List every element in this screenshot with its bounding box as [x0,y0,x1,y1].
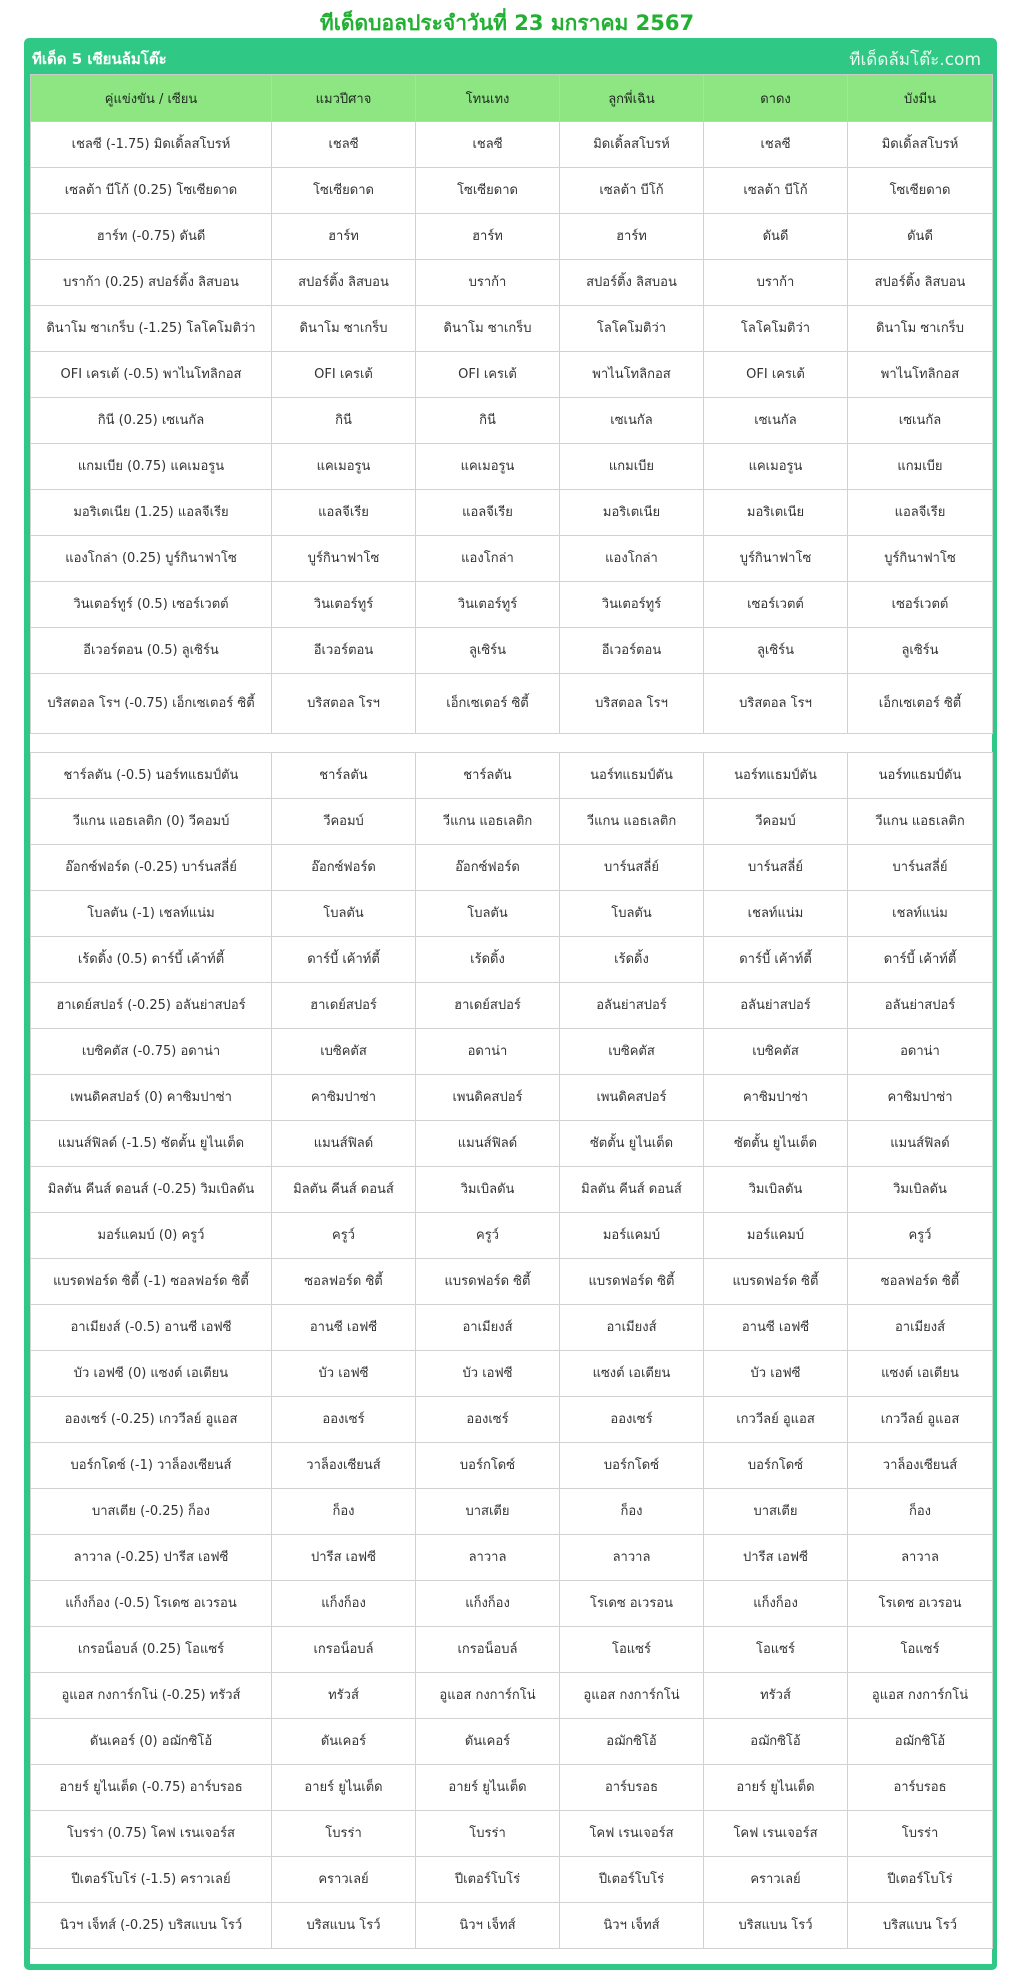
pick-cell: แบรดฟอร์ด ซิตี้ [416,1259,560,1305]
table-row [31,168,993,214]
pick-cell: อานซี เอฟซี [272,1305,416,1351]
pick-cell: แมนส์ฟิลด์ [416,1121,560,1167]
pick-cell: โอแซร์ [704,1627,848,1673]
table-row [31,1765,993,1811]
pick-cell: ทรัวส์ [272,1673,416,1719]
column-header-expert: ลูกพี่เฉิน [560,75,704,122]
pick-cell: เชลท์แน่ม [848,891,993,937]
pick-cell: คราวเลย์ [704,1857,848,1903]
match-cell: บอร์กโดซ์ (-1) วาล็องเซียนส์ [31,1443,272,1489]
pick-cell: บัว เอฟซี [416,1351,560,1397]
table-row [31,628,993,674]
pick-cell: มิลตัน คีนส์ ดอนส์ [272,1167,416,1213]
pick-cell: ลูเซิร์น [416,628,560,674]
pick-cell: อ๊อกซ์ฟอร์ด [416,845,560,891]
match-cell: อองเซร์ (-0.25) เกววีลย์ อูแอส [31,1397,272,1443]
pick-cell: เซอร์เวตต์ [848,582,993,628]
pick-cell: วีแกน แอธเลติก [560,799,704,845]
pick-cell: บริสตอล โรฯ [560,674,704,734]
pick-cell: ชาร์ลตัน [416,753,560,799]
pick-cell: เกววีลย์ อูแอส [704,1397,848,1443]
pick-cell: เบซิคตัส [704,1029,848,1075]
pick-cell: มิดเดิ้ลสโบรห์ [848,122,993,168]
pick-cell: วิมเบิลดัน [416,1167,560,1213]
pick-cell: โซเซียดาด [272,168,416,214]
pick-cell: อฌักซิโอ้ [848,1719,993,1765]
pick-cell: เชลซี [704,122,848,168]
pick-cell: ดันดี [704,214,848,260]
table-row [31,214,993,260]
table-row [31,891,993,937]
pick-cell: ครูว์ [848,1213,993,1259]
pick-cell: อูแอส กงการ์กโน่ [416,1673,560,1719]
pick-cell: โรเดซ อเวรอน [560,1581,704,1627]
pick-cell: โซเซียดาด [848,168,993,214]
pick-cell: เบซิคตัส [272,1029,416,1075]
match-cell: โบรร่า (0.75) โคฟ เรนเจอร์ส [31,1811,272,1857]
pick-cell: โอแซร์ [560,1627,704,1673]
pick-cell: อานซี เอฟซี [704,1305,848,1351]
match-cell: มิลตัน คีนส์ ดอนส์ (-0.25) วิมเบิลดัน [31,1167,272,1213]
page-title: ทีเด็ดบอลประจำวันที่ 23 มกราคม 2567 [319,11,695,35]
pick-cell: วีแกน แอธเลติก [848,799,993,845]
match-cell: เชลซี (-1.75) มิดเดิ้ลสโบรห์ [31,122,272,168]
pick-cell: เซเนกัล [560,398,704,444]
pick-cell: วินเตอร์ทูร์ [272,582,416,628]
pick-cell: เอ็กเซเตอร์ ซิตี้ [848,674,993,734]
pick-cell: เร้ดดิ้ง [560,937,704,983]
pick-cell: อีเวอร์ตอน [560,628,704,674]
pick-cell: ลูเซิร์น [848,628,993,674]
pick-cell: ลูเซิร์น [704,628,848,674]
pick-cell: บริสตอล โรฯ [704,674,848,734]
match-cell: วีแกน แอธเลติก (0) วีคอมบ์ [31,799,272,845]
pick-cell: เซอร์เวตต์ [704,582,848,628]
pick-cell: อองเซร์ [416,1397,560,1443]
pick-cell: OFI เครเต้ [416,352,560,398]
pick-cell: สปอร์ติ้ง ลิสบอน [848,260,993,306]
table-row [31,1259,993,1305]
table-row [31,1489,993,1535]
pick-cell: ลาวาล [848,1535,993,1581]
pick-cell: โบลตัน [416,891,560,937]
column-header-expert: บังมีน [848,75,993,122]
table-header-row [31,75,993,122]
match-cell: โบลตัน (-1) เชลท์แน่ม [31,891,272,937]
pick-cell: ปารีส เอฟซี [272,1535,416,1581]
pick-cell: อฌักซิโอ้ [560,1719,704,1765]
pick-cell: อูแอส กงการ์กโน่ [848,1673,993,1719]
match-cell: เกรอน็อบล์ (0.25) โอแซร์ [31,1627,272,1673]
match-cell: ชาร์ลตัน (-0.5) นอร์ทแธมป์ตัน [31,753,272,799]
pick-cell: อ๊อกซ์ฟอร์ด [272,845,416,891]
pick-cell: บูร์กินาฟาโซ [704,536,848,582]
pick-cell: ลาวาล [416,1535,560,1581]
table-row [31,1397,993,1443]
pick-cell: อดาน่า [848,1029,993,1075]
pick-cell: สปอร์ติ้ง ลิสบอน [560,260,704,306]
match-cell: วินเตอร์ทูร์ (0.5) เซอร์เวตต์ [31,582,272,628]
pick-cell: แคเมอรูน [704,444,848,490]
match-cell: นิวฯ เจ็ทส์ (-0.25) บริสแบน โรว์ [31,1903,272,1949]
pick-cell: อดาน่า [416,1029,560,1075]
pick-cell: เกรอน็อบล์ [272,1627,416,1673]
panel-title: ทีเด็ด 5 เซียนล้มโต๊ะ [32,50,167,68]
section-spacer [31,734,993,753]
pick-cell: เพนดิคสปอร์ [560,1075,704,1121]
table-row [31,674,993,734]
pick-cell: อาร์บรอธ [848,1765,993,1811]
pick-cell: แกมเบีย [560,444,704,490]
pick-cell: ดาร์บี้ เค้าท์ตี้ [272,937,416,983]
pick-cell: อลันย่าสปอร์ [704,983,848,1029]
column-header-expert: โทนเทง [416,75,560,122]
pick-cell: อลันย่าสปอร์ [560,983,704,1029]
pick-cell: โบลตัน [560,891,704,937]
pick-cell: บูร์กินาฟาโซ [848,536,993,582]
pick-cell: โรเดซ อเวรอน [848,1581,993,1627]
pick-cell: แคเมอรูน [416,444,560,490]
pick-cell: วินเตอร์ทูร์ [416,582,560,628]
match-cell: ดันเคอร์ (0) อฌักซิโอ้ [31,1719,272,1765]
pick-cell: บริสแบน โรว์ [848,1903,993,1949]
pick-cell: ปีเตอร์โบโร่ [560,1857,704,1903]
pick-cell: แก็งก็อง [416,1581,560,1627]
pick-cell: อองเซร์ [272,1397,416,1443]
pick-cell: คาซิมปาซ่า [704,1075,848,1121]
pick-cell: เร้ดดิ้ง [416,937,560,983]
match-cell: เพนดิคสปอร์ (0) คาซิมปาซ่า [31,1075,272,1121]
table-row [31,260,993,306]
pick-cell: วาล็องเซียนส์ [848,1443,993,1489]
pick-cell: กินี [416,398,560,444]
match-cell: แมนส์ฟิลด์ (-1.5) ซัตตั้น ยูไนเต็ด [31,1121,272,1167]
match-cell: เบซิคตัส (-0.75) อดาน่า [31,1029,272,1075]
pick-cell: อฌักซิโอ้ [704,1719,848,1765]
pick-cell: อีเวอร์ตอน [272,628,416,674]
pick-cell: กินี [272,398,416,444]
pick-cell: อายร์ ยูไนเต็ด [416,1765,560,1811]
pick-cell: บริสแบน โรว์ [704,1903,848,1949]
pick-cell: บาสเตีย [416,1489,560,1535]
column-header-expert: แมวปีศาจ [272,75,416,122]
pick-cell: โคฟ เรนเจอร์ส [560,1811,704,1857]
match-cell: ฮาร์ท (-0.75) ดันดี [31,214,272,260]
tips-table-container [30,74,992,1964]
pick-cell: เชลท์แน่ม [704,891,848,937]
pick-cell: บริสแบน โรว์ [272,1903,416,1949]
pick-cell: บาร์นสลี่ย์ [560,845,704,891]
pick-cell: โซเซียดาด [416,168,560,214]
pick-cell: บอร์กโดซ์ [560,1443,704,1489]
match-cell: บริสตอล โรฯ (-0.75) เอ็กเซเตอร์ ซิตี้ [31,674,272,734]
spacer-cell [31,734,993,753]
pick-cell: ดาร์บี้ เค้าท์ตี้ [704,937,848,983]
pick-cell: อายร์ ยูไนเต็ด [272,1765,416,1811]
table-row [31,983,993,1029]
pick-cell: พาไนโทลิกอส [848,352,993,398]
match-cell: ดินาโม ซาเกร็บ (-1.25) โลโคโมติว่า [31,306,272,352]
pick-cell: ฮาร์ท [416,214,560,260]
match-cell: บาสเตีย (-0.25) ก็อง [31,1489,272,1535]
pick-cell: แก็งก็อง [272,1581,416,1627]
pick-cell: OFI เครเต้ [272,352,416,398]
pick-cell: เบซิคตัส [560,1029,704,1075]
pick-cell: เซลต้า บีโก้ [704,168,848,214]
pick-cell: ฮาร์ท [272,214,416,260]
pick-cell: ดินาโม ซาเกร็บ [416,306,560,352]
match-cell: ลาวาล (-0.25) ปารีส เอฟซี [31,1535,272,1581]
match-cell: อีเวอร์ตอน (0.5) ลูเซิร์น [31,628,272,674]
pick-cell: ครูว์ [272,1213,416,1259]
table-row [31,398,993,444]
pick-cell: ปีเตอร์โบโร่ [848,1857,993,1903]
pick-cell: ปีเตอร์โบโร่ [416,1857,560,1903]
pick-cell: ก็อง [560,1489,704,1535]
pick-cell: วีคอมบ์ [272,799,416,845]
table-body [31,122,993,1949]
match-cell: เซลต้า บีโก้ (0.25) โซเซียดาด [31,168,272,214]
match-cell: อาเมียงส์ (-0.5) อานซี เอฟซี [31,1305,272,1351]
pick-cell: นอร์ทแธมป์ตัน [848,753,993,799]
table-row [31,1213,993,1259]
pick-cell: อายร์ ยูไนเต็ด [704,1765,848,1811]
pick-cell: เซเนกัล [848,398,993,444]
match-cell: บราก้า (0.25) สปอร์ติ้ง ลิสบอน [31,260,272,306]
pick-cell: โบรร่า [848,1811,993,1857]
pick-cell: เชลซี [416,122,560,168]
pick-cell: เชลซี [272,122,416,168]
match-cell: มอร์แคมบ์ (0) ครูว์ [31,1213,272,1259]
pick-cell: ซัตตั้น ยูไนเต็ด [560,1121,704,1167]
pick-cell: วิมเบิลดัน [848,1167,993,1213]
pick-cell: โบรร่า [416,1811,560,1857]
match-cell: OFI เครเต้ (-0.5) พาไนโทลิกอส [31,352,272,398]
pick-cell: อองเซร์ [560,1397,704,1443]
pick-cell: พาไนโทลิกอส [560,352,704,398]
pick-cell: บัว เอฟซี [704,1351,848,1397]
table-row [31,1167,993,1213]
pick-cell: มอริเตเนีย [560,490,704,536]
pick-cell: มอร์แคมบ์ [560,1213,704,1259]
pick-cell: ก็อง [272,1489,416,1535]
table-row [31,1535,993,1581]
pick-cell: นิวฯ เจ็ทส์ [560,1903,704,1949]
table-row [31,444,993,490]
table-row [31,1857,993,1903]
pick-cell: ก็อง [848,1489,993,1535]
pick-cell: แบรดฟอร์ด ซิตี้ [704,1259,848,1305]
table-row [31,536,993,582]
pick-cell: ดาร์บี้ เค้าท์ตี้ [848,937,993,983]
table-row [31,1075,993,1121]
table-row [31,1811,993,1857]
match-cell: ปีเตอร์โบโร่ (-1.5) คราวเลย์ [31,1857,272,1903]
pick-cell: บัว เอฟซี [272,1351,416,1397]
table-row [31,1121,993,1167]
pick-cell: บราก้า [416,260,560,306]
pick-cell: อลันย่าสปอร์ [848,983,993,1029]
pick-cell: บาร์นสลี่ย์ [848,845,993,891]
pick-cell: แองโกล่า [560,536,704,582]
table-row [31,582,993,628]
pick-cell: วีแกน แอธเลติก [416,799,560,845]
match-cell: ฮาเดย์สปอร์ (-0.25) อลันย่าสปอร์ [31,983,272,1029]
pick-cell: คราวเลย์ [272,1857,416,1903]
pick-cell: บาร์นสลี่ย์ [704,845,848,891]
pick-cell: เอ็กเซเตอร์ ซิตี้ [416,674,560,734]
pick-cell: แกมเบีย [848,444,993,490]
pick-cell: แซงต์ เอเตียน [560,1351,704,1397]
column-header-expert: ดาดง [704,75,848,122]
pick-cell: ทรัวส์ [704,1673,848,1719]
panel-header [24,38,997,74]
pick-cell: เพนดิคสปอร์ [416,1075,560,1121]
pick-cell: แก็งก็อง [704,1581,848,1627]
match-cell: อูแอส กงการ์กโน่ (-0.25) ทรัวส์ [31,1673,272,1719]
pick-cell: แคเมอรูน [272,444,416,490]
match-cell: เร้ดดิ้ง (0.5) ดาร์บี้ เค้าท์ตี้ [31,937,272,983]
table-row [31,1903,993,1949]
pick-cell: คาซิมปาซ่า [848,1075,993,1121]
table-row [31,490,993,536]
pick-cell: โอแซร์ [848,1627,993,1673]
match-cell: แองโกล่า (0.25) บูร์กินาฟาโซ [31,536,272,582]
pick-cell: ลาวาล [560,1535,704,1581]
table-row [31,122,993,168]
pick-cell: สปอร์ติ้ง ลิสบอน [272,260,416,306]
pick-cell: โคฟ เรนเจอร์ส [704,1811,848,1857]
match-cell: กินี (0.25) เซเนกัล [31,398,272,444]
pick-cell: แบรดฟอร์ด ซิตี้ [560,1259,704,1305]
pick-cell: บาสเตีย [704,1489,848,1535]
pick-cell: แมนส์ฟิลด์ [848,1121,993,1167]
table-row [31,1029,993,1075]
pick-cell: อูแอส กงการ์กโน่ [560,1673,704,1719]
column-header-match: คู่แข่งขัน / เซียน [31,75,272,122]
pick-cell: บูร์กินาฟาโซ [272,536,416,582]
pick-cell: อาเมียงส์ [560,1305,704,1351]
pick-cell: ซัตตั้น ยูไนเต็ด [704,1121,848,1167]
pick-cell: ฮาเดย์สปอร์ [272,983,416,1029]
match-cell: มอริเตเนีย (1.25) แอลจีเรีย [31,490,272,536]
pick-cell: ฮาร์ท [560,214,704,260]
site-name-watermark: ทีเด็ดล้มโต๊ะ.com [849,50,981,70]
pick-cell: ดินาโม ซาเกร็บ [272,306,416,352]
pick-cell: บราก้า [704,260,848,306]
pick-cell: ซอลฟอร์ด ซิตี้ [272,1259,416,1305]
pick-cell: เซเนกัล [704,398,848,444]
pick-cell: นอร์ทแธมป์ตัน [560,753,704,799]
match-cell: แบรดฟอร์ด ซิตี้ (-1) ซอลฟอร์ด ซิตี้ [31,1259,272,1305]
pick-cell: เกรอน็อบล์ [416,1627,560,1673]
pick-cell: OFI เครเต้ [704,352,848,398]
pick-cell: มอร์แคมบ์ [704,1213,848,1259]
pick-cell: ฮาเดย์สปอร์ [416,983,560,1029]
match-cell: แกมเบีย (0.75) แคเมอรูน [31,444,272,490]
pick-cell: วาล็องเซียนส์ [272,1443,416,1489]
table-row [31,1673,993,1719]
pick-cell: โบรร่า [272,1811,416,1857]
table-row [31,799,993,845]
table-row [31,753,993,799]
pick-cell: ดินาโม ซาเกร็บ [848,306,993,352]
pick-cell: มิดเดิ้ลสโบรห์ [560,122,704,168]
table-row [31,1305,993,1351]
pick-cell: โบลตัน [272,891,416,937]
pick-cell: นอร์ทแธมป์ตัน [704,753,848,799]
pick-cell: ดันดี [848,214,993,260]
pick-cell: บอร์กโดซ์ [704,1443,848,1489]
pick-cell: แซงต์ เอเตียน [848,1351,993,1397]
pick-cell: อาเมียงส์ [416,1305,560,1351]
pick-cell: โลโคโมติว่า [704,306,848,352]
match-cell: อ๊อกซ์ฟอร์ด (-0.25) บาร์นสลี่ย์ [31,845,272,891]
pick-cell: นิวฯ เจ็ทส์ [416,1903,560,1949]
tips-table [30,74,993,1949]
pick-cell: เซลต้า บีโก้ [560,168,704,214]
pick-cell: แอลจีเรีย [272,490,416,536]
table-row [31,1581,993,1627]
pick-cell: แมนส์ฟิลด์ [272,1121,416,1167]
pick-cell: ครูว์ [416,1213,560,1259]
pick-cell: เกววีลย์ อูแอส [848,1397,993,1443]
pick-cell: วีคอมบ์ [704,799,848,845]
table-row [31,845,993,891]
pick-cell: โลโคโมติว่า [560,306,704,352]
pick-cell: ดันเคอร์ [272,1719,416,1765]
table-row [31,1443,993,1489]
pick-cell: แอลจีเรีย [848,490,993,536]
table-row [31,1351,993,1397]
pick-cell: มิลตัน คีนส์ ดอนส์ [560,1167,704,1213]
match-cell: แก็งก็อง (-0.5) โรเดซ อเวรอน [31,1581,272,1627]
pick-cell: ดันเคอร์ [416,1719,560,1765]
table-row [31,1719,993,1765]
tips-panel [24,38,997,1970]
pick-cell: บริสตอล โรฯ [272,674,416,734]
pick-cell: ชาร์ลตัน [272,753,416,799]
pick-cell: อาเมียงส์ [848,1305,993,1351]
pick-cell: วินเตอร์ทูร์ [560,582,704,628]
match-cell: บัว เอฟซี (0) แซงต์ เอเตียน [31,1351,272,1397]
match-cell: อายร์ ยูไนเต็ด (-0.75) อาร์บรอธ [31,1765,272,1811]
pick-cell: อาร์บรอธ [560,1765,704,1811]
table-row [31,352,993,398]
table-row [31,1627,993,1673]
pick-cell: แอลจีเรีย [416,490,560,536]
pick-cell: คาซิมปาซ่า [272,1075,416,1121]
pick-cell: มอริเตเนีย [704,490,848,536]
pick-cell: วิมเบิลดัน [704,1167,848,1213]
pick-cell: ปารีส เอฟซี [704,1535,848,1581]
pick-cell: ซอลฟอร์ด ซิตี้ [848,1259,993,1305]
pick-cell: แองโกล่า [416,536,560,582]
pick-cell: บอร์กโดซ์ [416,1443,560,1489]
table-row [31,306,993,352]
table-row [31,937,993,983]
